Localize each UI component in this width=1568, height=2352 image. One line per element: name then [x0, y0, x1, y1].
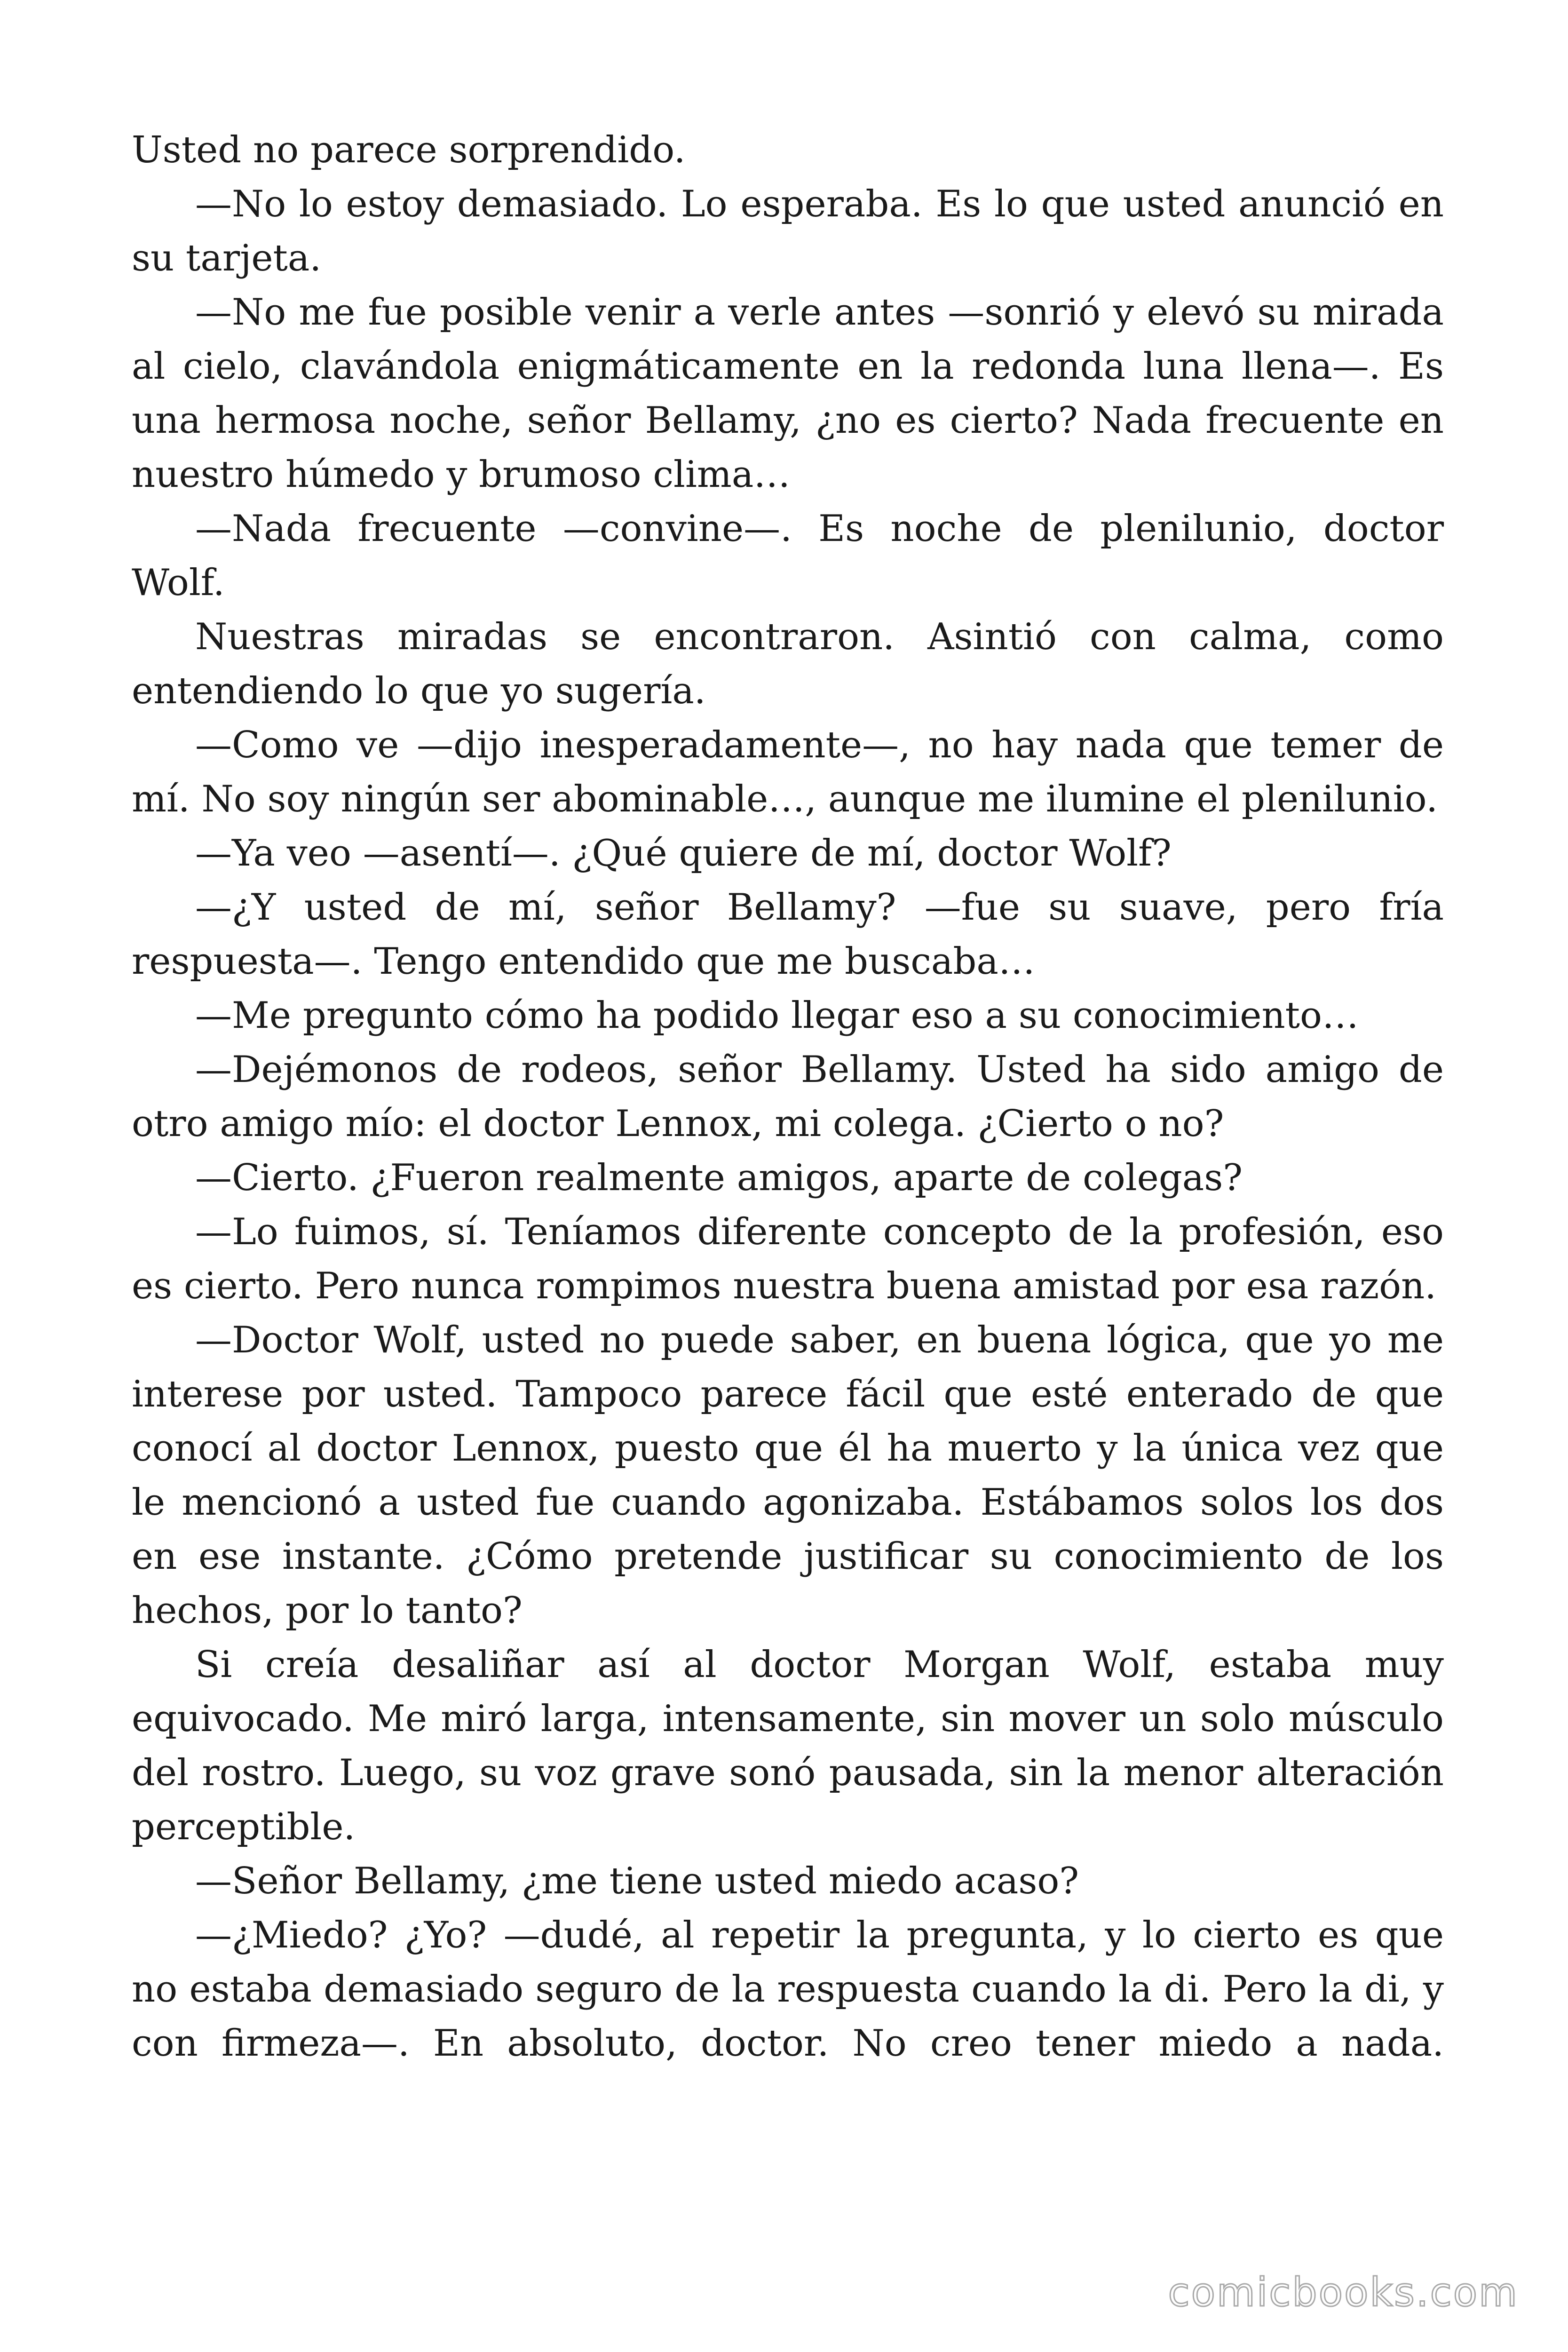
paragraph: —Lo fuimos, sí. Teníamos diferente concepto de la profesión, eso es cierto. Pero nunca rompimos nuestra buena amistad por esa razón.	[132, 1211, 1444, 1307]
paragraph: —¿Miedo? ¿Yo? —dudé, al repetir la pregunta, y lo cierto es que no estaba demasiado seguro de la respuesta cuando la di. Pero la di, y con firmeza—. En absoluto, doctor. No creo tener miedo a nada.	[132, 1914, 1444, 2065]
paragraph: —Nada frecuente —convine—. Es noche de plenilunio, doctor Wolf.	[132, 508, 1444, 604]
paragraph: —Cierto. ¿Fueron realmente amigos, aparte de colegas?	[195, 1157, 1243, 1199]
paragraph: —No me fue posible venir a verle antes —sonrió y elevó su mirada al cielo, clavándola enigmáticamente en la redonda luna llena—. Es una hermosa noche, señor Bellamy, ¿no es cierto? Nada frecuente en nuestro húmedo y brumoso clima…	[132, 291, 1444, 496]
paragraph: —Doctor Wolf, usted no puede saber, en buena lógica, que yo me interese por usted. Tampoco parece fácil que esté enterado de que conocí al doctor Lennox, puesto que él ha muerto y la única vez que le mencionó a usted fue cuando agonizaba. Estábamos solos los dos en ese instante. ¿Cómo pretende justificar su conocimiento de los hechos, por lo tanto?	[132, 1319, 1444, 1632]
book-page-text	[132, 123, 1444, 2071]
paragraph: —Como ve —dijo inesperadamente—, no hay nada que temer de mí. No soy ningún ser abominable…, aunque me ilumine el plenilunio.	[132, 724, 1444, 820]
paragraph: —Me pregunto cómo ha podido llegar eso a su conocimiento…	[195, 994, 1359, 1037]
paragraph: —Ya veo —asentí—. ¿Qué quiere de mí, doctor Wolf?	[195, 832, 1172, 874]
watermark-logo: comicbooks.com	[1168, 2269, 1519, 2315]
paragraph: —Dejémonos de rodeos, señor Bellamy. Usted ha sido amigo de otro amigo mío: el doctor Lennox, mi colega. ¿Cierto o no?	[132, 1049, 1444, 1145]
paragraph: —¿Y usted de mí, señor Bellamy? —fue su suave, pero fría respuesta—. Tengo entendido que me buscaba…	[132, 886, 1444, 983]
paragraph: Usted no parece sorprendido.	[132, 129, 686, 171]
paragraph: Nuestras miradas se encontraron. Asintió con calma, como entendiendo lo que yo sugería.	[132, 616, 1444, 712]
paragraph: —Señor Bellamy, ¿me tiene usted miedo acaso?	[195, 1860, 1079, 1902]
paragraph: —No lo estoy demasiado. Lo esperaba. Es lo que usted anunció en su tarjeta.	[132, 183, 1444, 279]
paragraph: Si creía desaliñar así al doctor Morgan Wolf, estaba muy equivocado. Me miró larga, intensamente, sin mover un solo músculo del rostro. Luego, su voz grave sonó pausada, sin la menor alteración perceptible.	[132, 1644, 1444, 1848]
